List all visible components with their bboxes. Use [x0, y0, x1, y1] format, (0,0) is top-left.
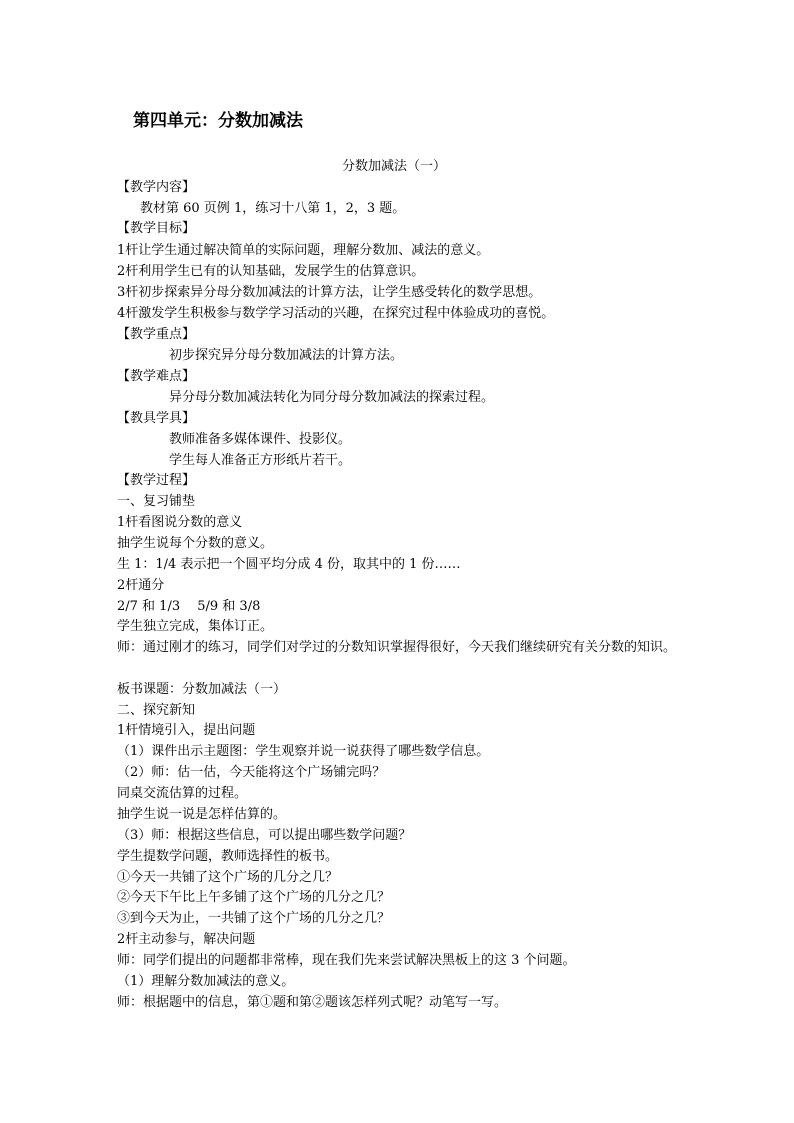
paragraph: 2杆通分	[117, 578, 165, 593]
paragraph: 生 1：1/4 表示把一个圆平均分成 4 份，取其中的 1 份……	[117, 557, 461, 572]
paragraph: 抽学生说一说是怎样估算的。	[117, 807, 287, 822]
paragraph: 2/7 和 1/3 5/9 和 3/8	[117, 599, 261, 614]
section-heading: 【教学过程】	[117, 473, 196, 488]
paragraph: 师：根据题中的信息，第①题和第②题该怎样列式呢？动笔写一写。	[117, 995, 508, 1010]
paragraph: 初步探究异分母分数加减法的计算方法。	[169, 348, 404, 363]
section-heading: 【教具学具】	[117, 411, 196, 426]
paragraph: 二、探究新知	[117, 703, 196, 718]
section-heading: 【教学内容】	[117, 180, 196, 195]
paragraph: 师：通过刚才的练习，同学们对学过的分数知识掌握得很好，今天我们继续研究有关分数的知识。	[117, 640, 677, 655]
paragraph: （1）课件出示主题图：学生观察并说一说获得了哪些数学信息。	[117, 744, 490, 759]
paragraph: 师：同学们提出的问题都非常棒，现在我们先来尝试解决黑板上的这 3 个问题。	[117, 953, 576, 968]
paragraph: 2杆主动参与，解决问题	[117, 932, 256, 947]
paragraph: 一、复习铺垫	[117, 494, 196, 509]
paragraph: 板书课题：分数加减法（一）	[117, 682, 287, 697]
paragraph: 教材第 60 页例 1，练习十八第 1，2，3 题。	[140, 201, 406, 216]
section-heading: 【教学目标】	[117, 221, 196, 236]
paragraph: 异分母分数加减法转化为同分母分数加减法的探索过程。	[169, 390, 495, 405]
paragraph: 4杆激发学生积极参与数学学习活动的兴趣，在探究过程中体验成功的喜悦。	[117, 306, 555, 321]
unit-title: 第四单元：分数加减法	[133, 111, 303, 131]
lesson-subtitle: 分数加减法（一）	[342, 159, 447, 174]
paragraph: 抽学生说每个分数的意义。	[117, 536, 274, 551]
section-heading: 【教学重点】	[117, 327, 196, 342]
paragraph: ②今天下午比上午多铺了这个广场的几分之几？	[117, 890, 391, 905]
paragraph: 同桌交流估算的过程。	[117, 786, 248, 801]
section-heading: 【教学难点】	[117, 369, 196, 384]
paragraph: 1杆情境引入，提出问题	[117, 723, 256, 738]
paragraph: 学生每人准备正方形纸片若干。	[169, 453, 352, 468]
paragraph: （2）师：估一估，今天能将这个广场铺完吗？	[117, 765, 386, 780]
paragraph: 3杆初步探索异分母分数加减法的计算方法，让学生感受转化的数学思想。	[117, 285, 542, 300]
paragraph: 学生独立完成，集体订正。	[117, 619, 274, 634]
paragraph: （3）师：根据这些信息，可以提出哪些数学问题？	[117, 828, 412, 843]
paragraph: 2杆利用学生已有的认知基础，发展学生的估算意识。	[117, 264, 425, 279]
paragraph: ③到今天为止，一共铺了这个广场的几分之几？	[117, 911, 391, 926]
paragraph: （1）理解分数加减法的意义。	[117, 974, 295, 989]
paragraph: 教师准备多媒体课件、投影仪。	[169, 432, 352, 447]
paragraph: 1杆让学生通过解决简单的实际问题，理解分数加、减法的意义。	[117, 243, 490, 258]
paragraph: 1杆看图说分数的意义	[117, 515, 243, 530]
paragraph: 学生提数学问题，教师选择性的板书。	[117, 849, 339, 864]
paragraph: ①今天一共铺了这个广场的几分之几？	[117, 870, 339, 885]
